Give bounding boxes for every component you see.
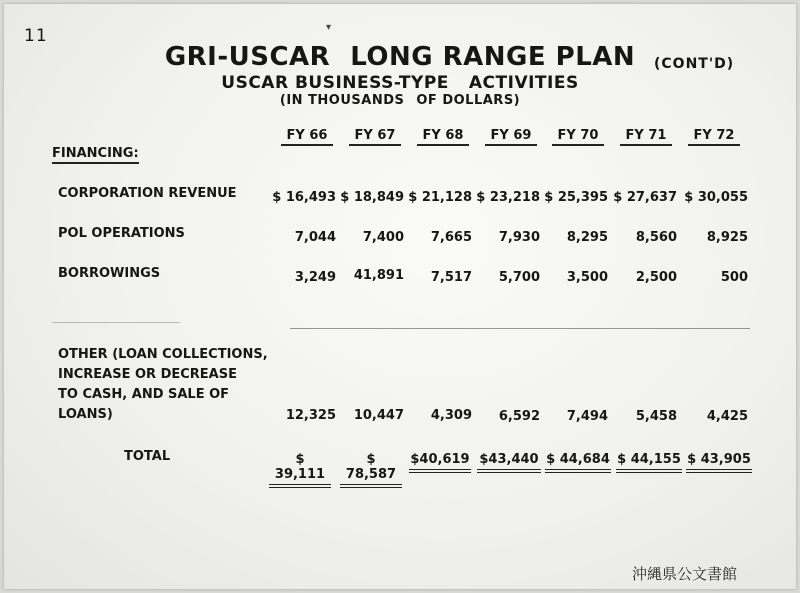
total-cell: $ 43,905 [686,452,752,473]
title-part-1: GRI-USCAR [164,42,331,72]
column-header-fy67: FY 67 [349,128,401,146]
archive-stamp: 沖縄県公文書館 [632,565,738,583]
row-label-pol-operations: POL OPERATIONS [58,226,185,241]
table-cell: 6,592 [498,409,540,424]
divider-right [290,328,750,329]
table-cell: 41,891 [353,268,404,283]
page-number: 11 [24,26,48,46]
title-part-2: LONG RANGE PLAN [350,42,636,72]
table-cell: 12,325 [285,408,336,423]
units-part-1: (IN THOUSANDS [279,93,405,108]
total-cell: $ 39,111 [269,452,331,488]
row-label-borrowings: BORROWINGS [58,266,161,281]
units-note [0,93,800,108]
row-label-corporation-revenue: CORPORATION REVENUE [58,186,237,201]
subtitle-part-1: USCAR BUSINESS-TYPE [221,73,449,93]
column-header-fy71: FY 71 [620,128,672,146]
table-cell: 7,930 [498,230,540,245]
total-cell: $ 44,155 [616,452,682,473]
total-cell: $ 44,684 [545,452,611,473]
document-subtitle [0,73,800,93]
table-cell: 2,500 [635,270,677,285]
total-cell: $43,440 [477,452,541,473]
table-cell: 3,249 [294,270,336,285]
total-cell: $ 78,587 [340,452,402,488]
table-cell: $ 18,849 [340,190,404,205]
table-cell: 8,560 [635,230,677,245]
table-cell: 500 [720,270,748,285]
table-cell: 8,295 [566,230,608,245]
table-cell: $ 30,055 [684,190,748,205]
table-cell: 7,517 [430,270,472,285]
divider-left [52,322,180,323]
table-cell: 4,309 [430,408,472,423]
table-cell: 5,458 [635,409,677,424]
table-cell: 10,447 [353,408,404,423]
row-label-total: TOTAL [124,449,171,464]
table-cell: $ 25,395 [544,190,608,205]
table-cell: 7,494 [566,409,608,424]
table-cell: 7,400 [362,230,404,245]
row-label-other: OTHER (LOAN COLLECTIONS, INCREASE OR DECREASE TO CASH, AND SALE OF LOANS) [58,347,268,422]
table-cell: 4,425 [706,409,748,424]
table-cell: $ 23,218 [476,190,540,205]
table-cell: 8,925 [706,230,748,245]
units-part-2: OF DOLLARS) [416,93,521,108]
table-cell: $ 21,128 [408,190,472,205]
table-cell: $ 27,637 [613,190,677,205]
column-header-fy69: FY 69 [485,128,537,146]
continued-label: (CONT'D) [654,56,735,72]
column-header-fy70: FY 70 [552,128,604,146]
table-cell: 7,665 [430,230,472,245]
subtitle-part-2: ACTIVITIES [468,73,579,93]
column-header-fy68: FY 68 [417,128,469,146]
table-cell: $ 16,493 [272,190,336,205]
mark-glyph: ▾ [326,22,332,33]
section-label-financing: FINANCING: [52,146,139,164]
column-header-fy72: FY 72 [688,128,740,146]
table-cell: 3,500 [566,270,608,285]
column-header-fy66: FY 66 [281,128,333,146]
total-cell: $40,619 [409,452,471,473]
table-cell: 5,700 [498,270,540,285]
table-cell: 7,044 [294,230,336,245]
